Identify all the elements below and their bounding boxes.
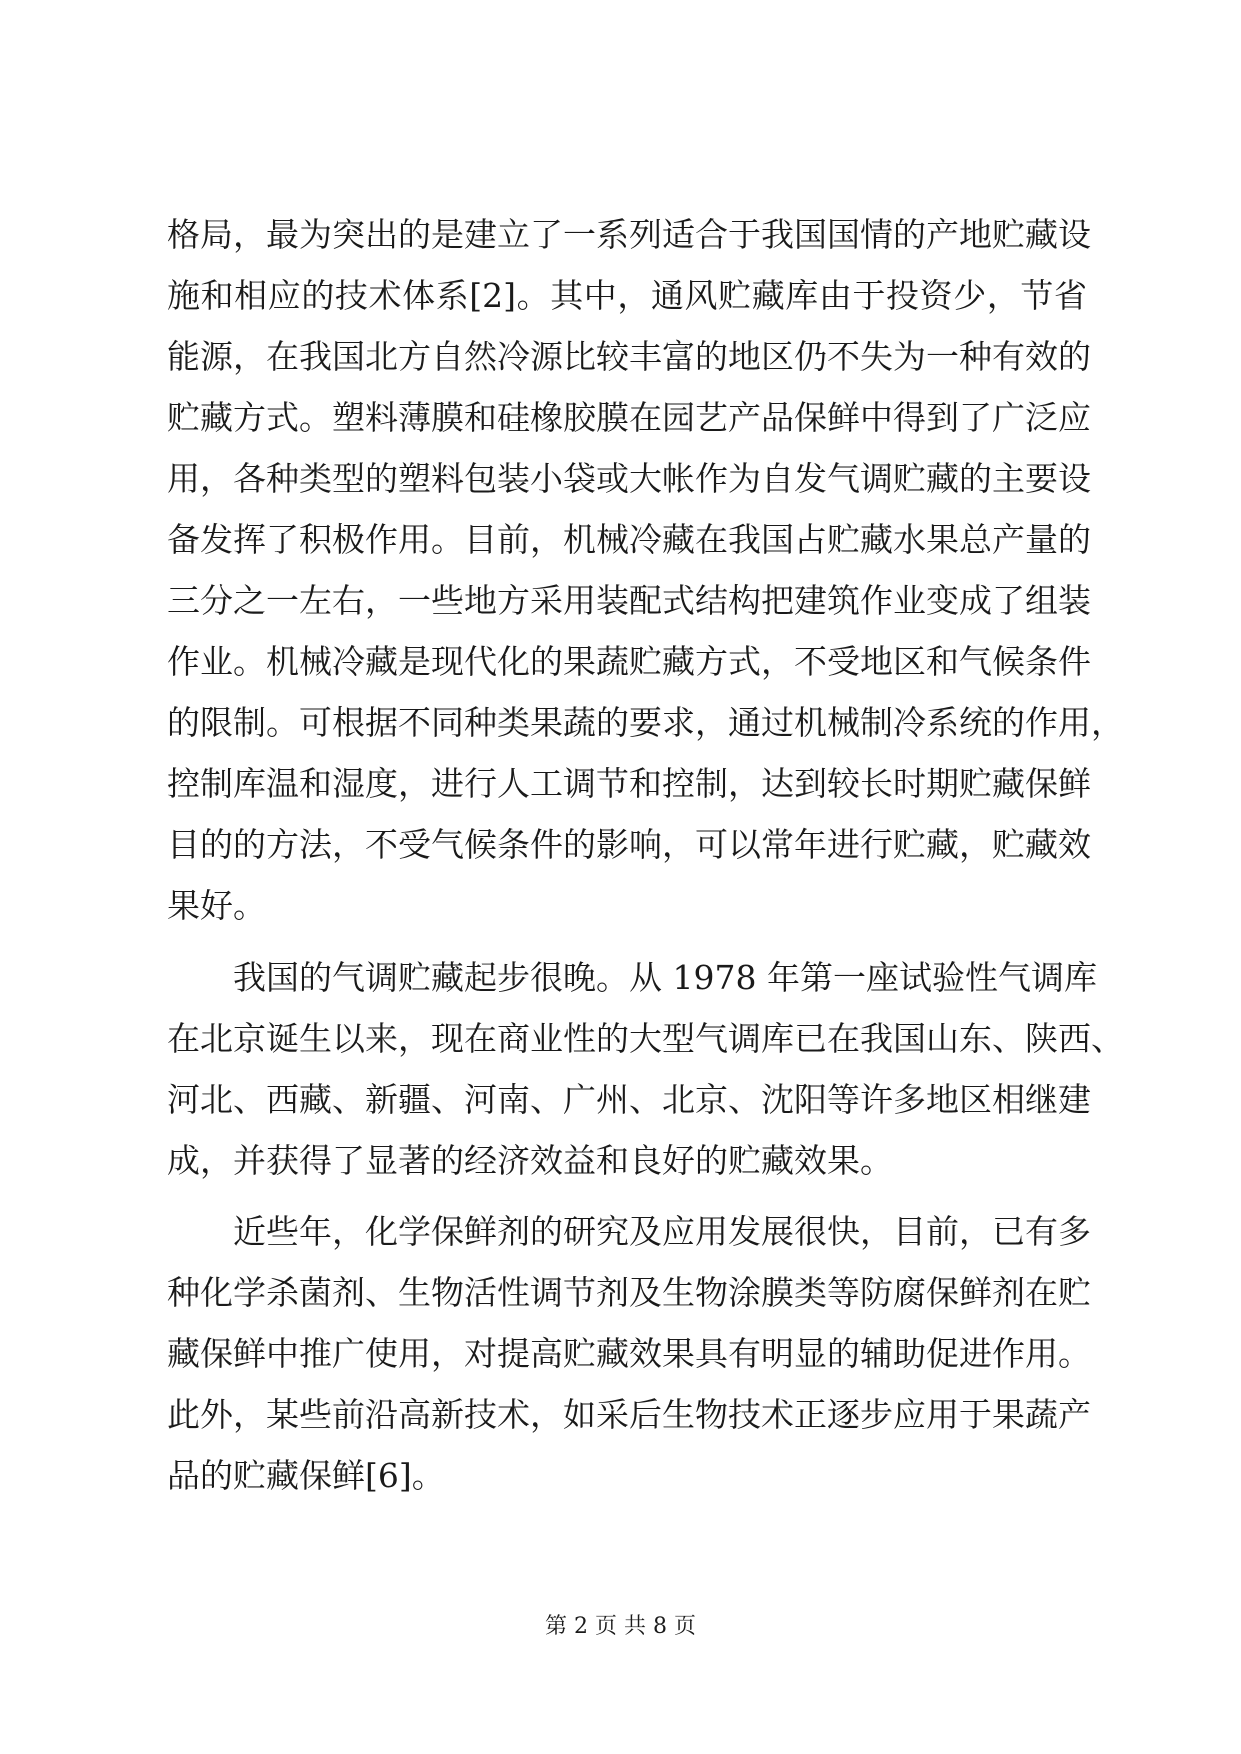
paragraph-line: 此外，某些前沿高新技术，如采后生物技术正逐步应用于果蔬产 xyxy=(167,1395,1091,1434)
paragraph-line: 控制库温和湿度，进行人工调节和控制，达到较长时期贮藏保鲜 xyxy=(167,764,1091,803)
paragraph-line: 种化学杀菌剂、生物活性调节剂及生物涂膜类等防腐保鲜剂在贮 xyxy=(167,1273,1091,1312)
paragraph-line: 品的贮藏保鲜[6]。 xyxy=(167,1456,445,1495)
paragraph-line: 目的的方法，不受气候条件的影响，可以常年进行贮藏，贮藏效 xyxy=(167,825,1091,864)
paragraph-line: 三分之一左右，一些地方采用装配式结构把建筑作业变成了组装 xyxy=(167,581,1091,620)
paragraph-line: 藏保鲜中推广使用，对提高贮藏效果具有明显的辅助促进作用。 xyxy=(167,1334,1091,1373)
paragraph-line: 用，各种类型的塑料包装小袋或大帐作为自发气调贮藏的主要设 xyxy=(167,459,1091,498)
paragraph-line: 格局，最为突出的是建立了一系列适合于我国国情的产地贮藏设 xyxy=(167,215,1091,254)
paragraph-line: 贮藏方式。塑料薄膜和硅橡胶膜在园艺产品保鲜中得到了广泛应 xyxy=(167,398,1091,437)
paragraph-line: 果好。 xyxy=(167,886,266,925)
paragraph-line: 近些年，化学保鲜剂的研究及应用发展很快，目前，已有多 xyxy=(167,1212,1091,1251)
paragraph-line: 成，并获得了显著的经济效益和良好的贮藏效果。 xyxy=(167,1141,893,1180)
paragraph-line: 我国的气调贮藏起步很晚。从 1978 年第一座试验性气调库 xyxy=(167,958,1097,997)
paragraph-line: 作业。机械冷藏是现代化的果蔬贮藏方式，不受地区和气候条件 xyxy=(167,642,1091,681)
page-footer: 第 2 页 共 8 页 xyxy=(545,1614,696,1639)
paragraph-line: 的限制。可根据不同种类果蔬的要求，通过机械制冷系统的作用， xyxy=(167,703,1124,742)
paragraph-line: 施和相应的技术体系[2]。其中，通风贮藏库由于投资少，节省 xyxy=(167,276,1087,315)
paragraph-line: 能源，在我国北方自然冷源比较丰富的地区仍不失为一种有效的 xyxy=(167,337,1091,376)
paragraph-line: 在北京诞生以来，现在商业性的大型气调库已在我国山东、陕西、 xyxy=(167,1019,1124,1058)
paragraph-line: 河北、西藏、新疆、河南、广州、北京、沈阳等许多地区相继建 xyxy=(167,1080,1091,1119)
paragraph-line: 备发挥了积极作用。目前，机械冷藏在我国占贮藏水果总产量的 xyxy=(167,520,1091,559)
